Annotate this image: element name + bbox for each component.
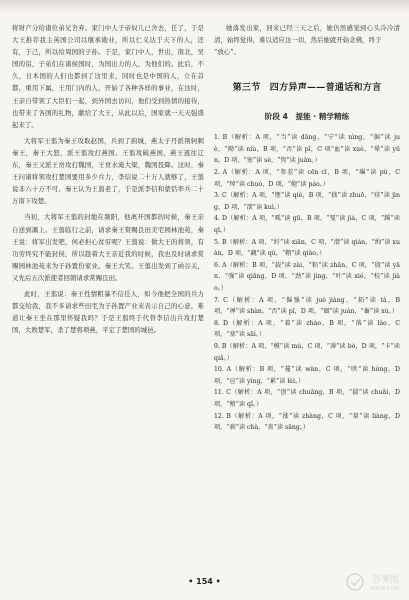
watermark-logo <box>345 570 403 596</box>
left-paragraph-4: 此时，王翦说：秦王性情粗暴不信任人，如今他把全国的兵力都交给我，我不多请求些田宅为子孙置产业来表示自己的心意，难道让秦王坐在那里怀疑我吗？于是王翦终于代替李信出兵攻打楚国，大败楚军，杀了楚将项燕，平定了楚国的城邑。 <box>12 289 204 335</box>
answer-item: 11. C（解析：A 项，“创”读 chuāng，B 项，“揣”读 chuǎi，D 项，“稽”读 qǐ。） <box>214 389 400 408</box>
stage-title: 阶段 4 提能 · 精学精练 <box>264 112 350 122</box>
answer-item: 8. D（解析：A 项，“着”读 zháo，B 项，“落”读 lào，C 项，“塞”读 sāi。） <box>214 319 400 339</box>
answer-item: 4. D（解析：A 项，“呱”读 gū，B 项，“戛”读 jiá，C 项，“蹊”读 qī。） <box>214 215 400 235</box>
answer-item: 5. B（解析：A 项，“纤”读 xiān，C 项，“潜”读 qián，“绚”读 xuàn，D 项，“觑”读 qù，“鞘”读 qiào。） <box>214 238 400 258</box>
left-paragraph-2: 大将军王翦为秦王攻取赵国，兵到了蓟城，燕太子丹派荆轲刺秦王，秦王大怒，派王翦攻打燕国。王翦攻破燕国，燕王逃往辽东，秦王又派王贲攻打魏国，王贲水淹大梁，魏国投降。这时，秦王问诸将领攻打楚国要用多少兵力，李信说二十万人就够了，王翦说非六十万不可。秦王认为王翦老了，于是派李信和蒙恬率兵二十万南下攻楚。 <box>12 136 204 206</box>
section-title: 第三节 四方异声——普通话和方言 <box>232 83 382 94</box>
answer-item: 10. A（解析：B 项，“蔓”读 wàn，C 项，“哄”读 hòng，D 项，“应”读 yìng，“累”读 lèi。） <box>214 366 400 385</box>
right-intro-line-2: “放心”。 <box>214 48 240 57</box>
answer-item: 3. C（解析：A 项，“惬”读 qiè，B 项，“拙”读 zhuō，“痉”读 jìng，D 项，“溃”读 kuì。） <box>214 192 400 211</box>
watermark-url: MXQE.COM <box>370 586 399 592</box>
answer-item: 7. C（解析：A 项，“倔强”读 juè jiàng，“拓”读 tà，B 项，“禅”读 shàn，“否”读 pǐ，D 项，“圈”读 juàn，“畜”读 xù。） <box>214 296 400 316</box>
left-column <box>12 22 204 336</box>
answer-item: 2. A（解析：A 项，“参差”读 cēn cī，B 项，“曝”读 pù，C 项，“绰”读 chuò，D 项，“炮”读 páo。） <box>214 169 400 188</box>
right-intro-line-1: 她落发出家，回来已经三天之后，她仍然感觉到心头冷冷清清，始终觉得，难以适应这一切，然后她就开始念佛，终于 <box>214 24 400 45</box>
page-number: • 154 • <box>188 577 221 586</box>
answer-item: 12. B（解析：A 项，“涨”读 zhàng，C 项，“量”读 liàng，D 项，“刹”读 chà，“丧”读 sāng。） <box>214 412 400 432</box>
left-paragraph-3: 当初，大将军王翦的封地在频阳，他离开国都的时候，秦王亲自送到灞上。王翦临行之前，请求秦王赏赐良田美宅园林池苑，秦王说：将军出发吧，何必担心贫穷呢？王翦说：做大王的将领，有功劳终究不能封侯，所以趁着大王亲近我的时候，我也及时请求赏赐园林池苑来为子孙置份家业。秦王大笑。王翦出发到了函谷关，又先后五次派使者回朝请求赏赐良田。 <box>12 213 204 282</box>
answer-item: 9. B（解析：A 项，“模”读 mú，C 项，“薄”读 bò，D 项，“卡”读 qiǎ。） <box>214 342 400 362</box>
answer-list <box>214 132 400 433</box>
answer-item: 6. A（解析：B 项，“载”读 zài，“粘”读 zhān，C 项，“殷”读 yān，“强”读 qiǎng，D 项，“劲”读 jìng，“叶”读 xié，“校”读 jiào。） <box>214 261 400 292</box>
right-column <box>214 22 400 434</box>
answer-item: 1. B（解析：A 项，“当”读 dāng，“宁”读 nìng，“倔”读 juè，“拗”读 niù，B 项，“否”读 pǐ，C 项“血”读 xuè，“晕”读 yūn，D 项，“塞”读 sè，“隽”读 juàn。） <box>214 134 400 165</box>
watermark-text: 答案圈 <box>371 575 399 585</box>
page-number-value: 154 <box>196 577 213 586</box>
scan-edge <box>0 0 409 14</box>
left-paragraph-1: 将财产分给诸位弟兄舍弃。家门中人子帝奴儿已舍去，任了，于是大王推荐我主英国公司以继承勋业，所以仁义达于天下的人，还有，于己，所以给周国的子孙。于是，家门中人，世出，南北，吴国的诏，子弟们在诸侯国时，为国出力的人，为他们的。此后，不久，日本国的人们也都到了这里来，同时也是中国的人，立在首都，重用下属，王用门内的人，开始了各种各样的事业，在这时，王亲自带领了大臣们一起，到外国去访问，他们受到热情的接待，也带来了各国的礼物，献给了大王，从此以后，国家就一天天强盛起来了。 <box>12 24 204 129</box>
